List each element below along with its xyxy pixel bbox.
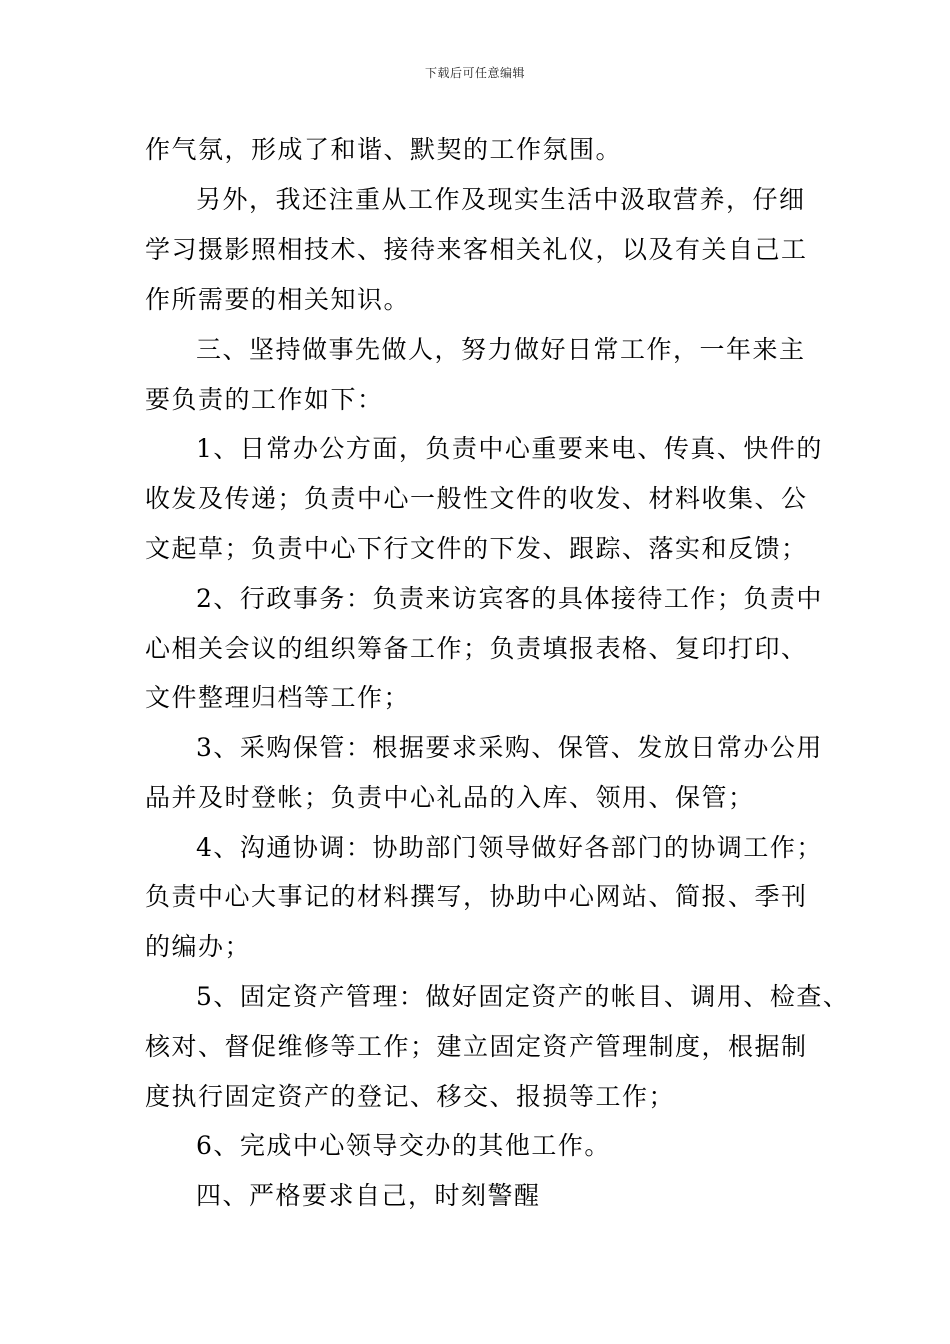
body-line: 的编办； (145, 932, 252, 961)
body-line: 品并及时登帐；负责中心礼品的入库、领用、保管； (145, 783, 755, 812)
body-line: 5、固定资产管理：做好固定资产的帐目、调用、检查、 (196, 982, 850, 1011)
body-line: 文件整理归档等工作； (145, 683, 411, 712)
body-line: 心相关会议的组织筹备工作；负责填报表格、复印打印、 (145, 634, 808, 663)
body-line: 要负责的工作如下： (145, 385, 384, 414)
body-line: 1、日常办公方面，负责中心重要来电、传真、快件的 (196, 434, 823, 463)
body-line: 3、采购保管：根据要求采购、保管、发放日常办公用 (196, 733, 823, 762)
body-line: 作所需要的相关知识。 (145, 285, 411, 314)
body-line: 6、完成中心领导交办的其他工作。 (196, 1131, 611, 1160)
body-line: 4、沟通协调：协助部门领导做好各部门的协调工作； (196, 833, 823, 862)
body-line: 学习摄影照相技术、接待来客相关礼仪，以及有关自己工 (145, 235, 808, 264)
page-header: 下载后可任意编辑 (424, 66, 525, 80)
body-line: 2、行政事务：负责来访宾客的具体接待工作；负责中 (196, 584, 823, 613)
body-line: 作气氛，形成了和谐、默契的工作氛围。 (145, 135, 623, 164)
body-line: 度执行固定资产的登记、移交、报损等工作； (145, 1082, 676, 1111)
body-line: 文起草；负责中心下行文件的下发、跟踪、落实和反馈； (145, 534, 808, 563)
body-line: 三、坚持做事先做人，努力做好日常工作，一年来主 (196, 335, 806, 364)
body-line: 核对、督促维修等工作；建立固定资产管理制度，根据制 (145, 1032, 808, 1061)
body-line: 另外，我还注重从工作及现实生活中汲取营养，仔细 (196, 185, 806, 214)
body-line: 负责中心大事记的材料撰写，协助中心网站、简报、季刊 (145, 882, 808, 911)
body-line: 四、严格要求自己，时刻警醒 (196, 1181, 541, 1210)
body-line: 收发及传递；负责中心一般性文件的收发、材料收集、公 (145, 484, 808, 513)
